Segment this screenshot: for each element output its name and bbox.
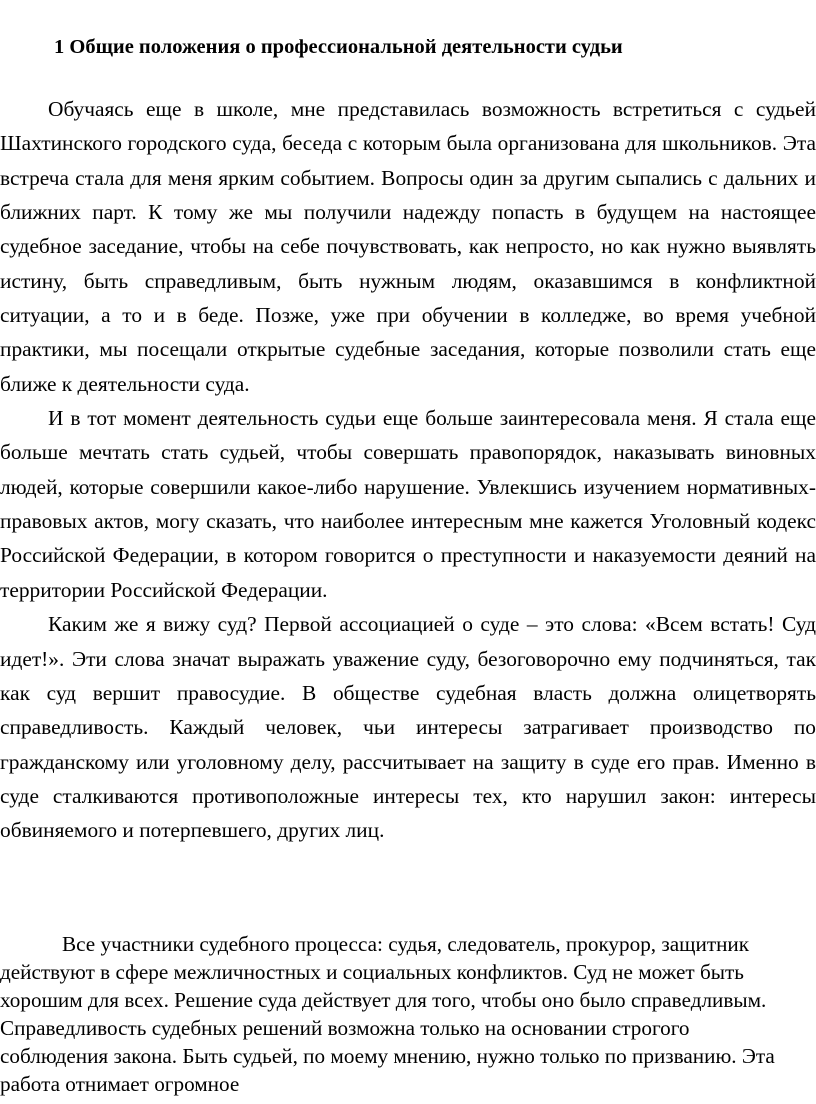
paragraph-school-meeting: Обучаясь еще в школе, мне представилась возможность встретиться с судьей Шахтинского городского суда, беседа с которым была организована для школьников. Эта встреча стала для меня ярким событием. Вопросы один за другим сыпались с дальних и ближних парт. К тому же мы получили надежду попасть в будущем на настоящее судебное заседание, чтобы на себе почувствовать, как непросто, но как нужно выявлять истину, быть справедливым, быть нужным людям, оказавшимся в конфликтной ситуации, а то и в беде. Позже, уже при обучении в колледже, во время учебной практики, мы посещали открытые судебные заседания, которые позволили стать еще ближе к деятельности суда. [0,97,816,396]
paragraph-interest-in-judging: И в тот момент деятельность судьи еще больше заинтересовала меня. Я стала еще больше мечтать стать судьей, чтобы совершать правопорядок, наказывать виновных людей, которые совершили какое-либо нарушение. Увлекшись изучением нормативных-правовых актов, могу сказать, что наиболее интересным мне кажется Уголовный кодекс Российской Федерации, в котором говорится о преступности и наказуемости деяний на территории Российской Федерации. [0,406,816,602]
paragraph-trial-participants: Все участники судебного процесса: судья, следователь, прокурор, защитник действуют в сфере межличностных и социальных конфликтов. Суд не может быть хорошим для всех. Решение суда действует для того, чтобы оно было справедливым. Справедливость судебных решений возможна только на основании строгого соблюдения закона. Быть судьей, по моему мнению, нужно только по призванию. Эта работа отнимает огромное [0,932,775,1096]
paragraph-court-vision: Каким же я вижу суд? Первой ассоциацией о суде – это слова: «Всем встать! Суд идет!». Эти слова значат выражать уважение суду, безоговорочно ему подчиняться, так как суд вершит правосудие. В обществе судебная власть должна олицетворять справедливость. Каждый человек, чьи интересы затрагивает производство по гражданскому или уголовному делу, рассчитывает на защиту в суде его прав. Именно в суде сталкиваются противоположные интересы тех, кто нарушил закон: интересы обвиняемого и потерпевшего, других лиц. [0,612,816,843]
tail-body [0,930,800,1098]
section-heading: 1 Общие положения о профессиональной деятельности судьи [54,36,623,58]
main-body [0,92,816,848]
